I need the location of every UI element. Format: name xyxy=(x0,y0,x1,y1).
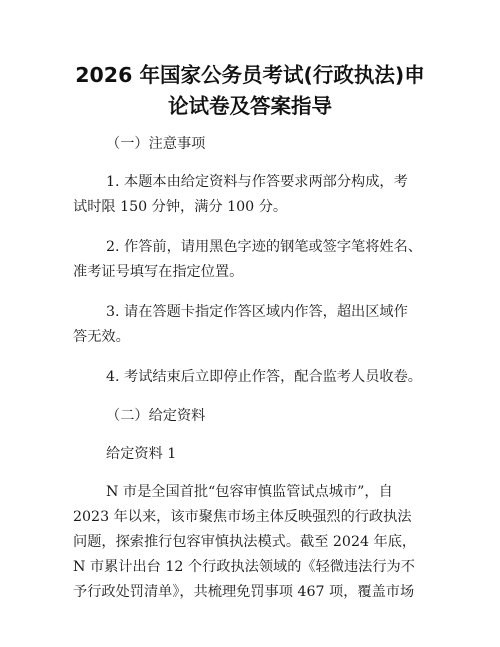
notice-item-1-line-1: 1. 本题本由给定资料与作答要求两部分构成，考 xyxy=(106,174,408,190)
notice-item-3-line-2: 答无效。 xyxy=(73,329,130,345)
section-heading-notice: （一）注意事项 xyxy=(106,136,206,152)
notice-item-2-line-2: 准考证号填写在指定位置。 xyxy=(73,264,244,280)
material-1-heading: 给定资料 1 xyxy=(106,446,177,462)
document-title-line-1: 2026 年国家公务员考试(行政执法)申 xyxy=(75,63,425,87)
material-1-line-4: N 市累计出台 12 个行政执法领域的《轻微违法行为不 xyxy=(73,559,415,575)
notice-item-1-line-2: 试时限 150 分钟，满分 100 分。 xyxy=(73,199,288,215)
document-title-line-2: 论试卷及答案指导 xyxy=(168,94,332,118)
section-heading-materials: （二）给定资料 xyxy=(106,408,206,424)
notice-item-3-line-1: 3. 请在答题卡指定作答区域内作答，超出区域作 xyxy=(106,304,408,320)
material-1-line-2: 2023 年以来，该市聚焦市场主体反映强烈的行政执法 xyxy=(73,509,412,525)
material-1-line-3: 问题，探索推行包容审慎执法模式。截至 2024 年底， xyxy=(73,534,417,550)
notice-item-4-line-1: 4. 考试结束后立即停止作答，配合监考人员收卷。 xyxy=(106,369,422,385)
material-1-line-5: 予行政处罚清单》，共梳理免罚事项 467 项，覆盖市场 xyxy=(73,584,415,600)
material-1-line-1: N 市是全国首批“包容审慎监管试点城市”，自 xyxy=(106,484,393,500)
notice-item-2-line-1: 2. 作答前，请用黑色字迹的钢笔或签字笔将姓名、 xyxy=(106,239,422,255)
